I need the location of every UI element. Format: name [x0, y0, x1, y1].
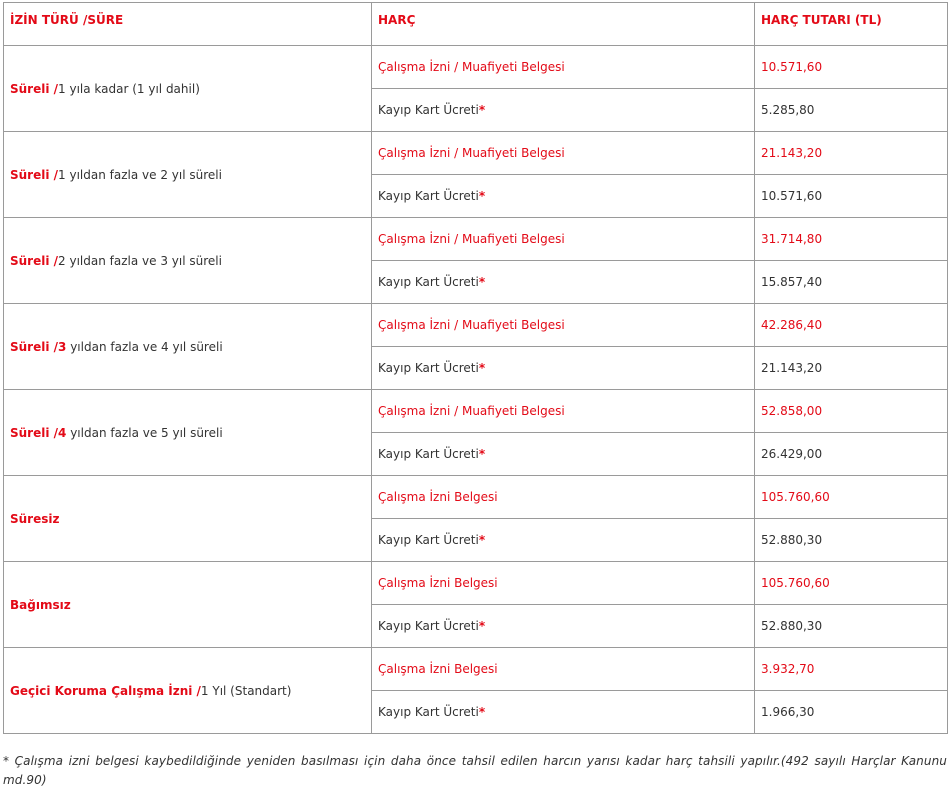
fee-name-cell: Çalışma İzni / Muafiyeti Belgesi — [372, 218, 755, 261]
footnote-mark: * — [478, 533, 486, 547]
lost-card-fee-label: Kayıp Kart Ücreti — [378, 361, 479, 375]
footnote: * Çalışma izni belgesi kaybedildiğinde yeniden basılması için daha önce tahsil edilen harcın yarısı kadar harç tahsili yapılır.(492 sayılı Harçlar Kanunu md.90) — [3, 754, 947, 787]
permit-type-label: Süreli /3 — [10, 339, 67, 354]
fee-name-cell: Çalışma İzni Belgesi — [372, 476, 755, 519]
lost-card-amount-cell: 1.966,30 — [755, 691, 948, 734]
fee-name-cell: Çalışma İzni / Muafiyeti Belgesi — [372, 132, 755, 175]
lost-card-fee-cell — [372, 691, 755, 734]
table-row — [4, 476, 948, 519]
lost-card-fee-label: Kayıp Kart Ücreti — [378, 447, 479, 461]
duration-cell — [4, 46, 372, 132]
fee-table — [3, 2, 948, 734]
permit-type-label: Süreli /4 — [10, 425, 67, 440]
table-body — [4, 46, 948, 734]
lost-card-fee-cell — [372, 347, 755, 390]
fee-name-cell: Çalışma İzni Belgesi — [372, 648, 755, 691]
fee-amount-cell: 31.714,80 — [755, 218, 948, 261]
fee-name-cell: Çalışma İzni Belgesi — [372, 562, 755, 605]
duration-cell — [4, 218, 372, 304]
permit-type-desc: yıldan fazla ve 4 yıl süreli — [66, 339, 223, 354]
permit-type-label: Süreli / — [10, 167, 59, 182]
fee-name-cell: Çalışma İzni / Muafiyeti Belgesi — [372, 46, 755, 89]
fee-amount-cell: 21.143,20 — [755, 132, 948, 175]
permit-type-label: Süreli / — [10, 253, 59, 268]
lost-card-fee-cell — [372, 605, 755, 648]
footnote-mark: * — [478, 361, 486, 375]
lost-card-amount-cell: 5.285,80 — [755, 89, 948, 132]
fee-amount-cell: 52.858,00 — [755, 390, 948, 433]
duration-cell — [4, 476, 372, 562]
footnote-mark: * — [478, 275, 486, 289]
lost-card-fee-label: Kayıp Kart Ücreti — [378, 275, 479, 289]
fee-name-cell: Çalışma İzni / Muafiyeti Belgesi — [372, 304, 755, 347]
lost-card-amount-cell: 15.857,40 — [755, 261, 948, 304]
footnote-mark: * — [478, 447, 486, 461]
footnote-mark: * — [478, 189, 486, 203]
footnote-mark: * — [478, 619, 486, 633]
lost-card-fee-label: Kayıp Kart Ücreti — [378, 619, 479, 633]
permit-type-label: Süreli / — [10, 81, 59, 96]
lost-card-fee-cell — [372, 89, 755, 132]
fee-amount-cell: 105.760,60 — [755, 562, 948, 605]
lost-card-fee-cell — [372, 433, 755, 476]
duration-cell — [4, 304, 372, 390]
lost-card-fee-label: Kayıp Kart Ücreti — [378, 103, 479, 117]
fee-amount-cell: 105.760,60 — [755, 476, 948, 519]
lost-card-fee-label: Kayıp Kart Ücreti — [378, 705, 479, 719]
permit-type-label: Süresiz — [10, 511, 60, 526]
lost-card-amount-cell: 21.143,20 — [755, 347, 948, 390]
table-row — [4, 648, 948, 691]
lost-card-fee-cell — [372, 519, 755, 562]
duration-cell — [4, 390, 372, 476]
permit-type-label: Geçici Koruma Çalışma İzni / — [10, 683, 201, 698]
header-duration: İZİN TÜRÜ /SÜRE — [4, 3, 372, 46]
header-fee: HARÇ — [372, 3, 755, 46]
lost-card-fee-cell — [372, 261, 755, 304]
table-row — [4, 132, 948, 175]
lost-card-fee-label: Kayıp Kart Ücreti — [378, 533, 479, 547]
lost-card-amount-cell: 52.880,30 — [755, 519, 948, 562]
duration-cell — [4, 648, 372, 734]
footnote-mark: * — [478, 705, 486, 719]
table-row — [4, 46, 948, 89]
footnote-mark: * — [478, 103, 486, 117]
permit-type-desc: 2 yıldan fazla ve 3 yıl süreli — [58, 253, 222, 268]
permit-type-desc: 1 yıla kadar (1 yıl dahil) — [58, 81, 200, 96]
fee-amount-cell: 10.571,60 — [755, 46, 948, 89]
table-row — [4, 304, 948, 347]
permit-type-label: Bağımsız — [10, 597, 71, 612]
table-row — [4, 218, 948, 261]
duration-cell — [4, 562, 372, 648]
lost-card-fee-label: Kayıp Kart Ücreti — [378, 189, 479, 203]
lost-card-fee-cell — [372, 175, 755, 218]
permit-type-desc: yıldan fazla ve 5 yıl süreli — [66, 425, 223, 440]
fee-amount-cell: 3.932,70 — [755, 648, 948, 691]
lost-card-amount-cell: 26.429,00 — [755, 433, 948, 476]
permit-type-desc: 1 yıldan fazla ve 2 yıl süreli — [58, 167, 222, 182]
fee-name-cell: Çalışma İzni / Muafiyeti Belgesi — [372, 390, 755, 433]
table-row — [4, 390, 948, 433]
table-row — [4, 562, 948, 605]
lost-card-amount-cell: 52.880,30 — [755, 605, 948, 648]
header-amount: HARÇ TUTARI (TL) — [755, 3, 948, 46]
lost-card-amount-cell: 10.571,60 — [755, 175, 948, 218]
fee-amount-cell: 42.286,40 — [755, 304, 948, 347]
duration-cell — [4, 132, 372, 218]
permit-type-desc: 1 Yıl (Standart) — [200, 683, 292, 698]
table-header-row — [4, 3, 948, 46]
